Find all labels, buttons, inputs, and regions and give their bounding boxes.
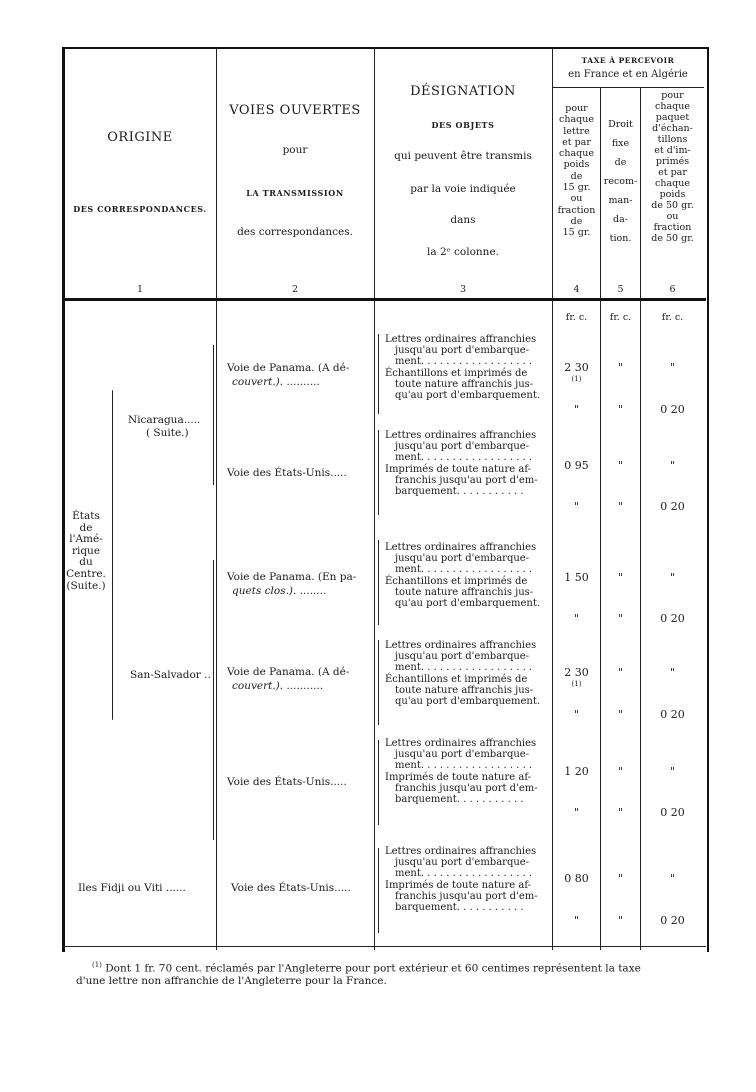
desig-block-6 — [385, 846, 550, 913]
origin-salvador: San-Salvador .. — [130, 669, 211, 681]
col6-line: pour — [661, 90, 684, 101]
origin-etats-line: de — [79, 521, 93, 534]
value-r8-c4: " — [573, 708, 580, 721]
value-r12-c5: " — [617, 914, 624, 927]
value-r6-c4: " — [573, 612, 580, 625]
desig-line: Lettres ordinaires affranchies — [385, 334, 537, 345]
footnote-marker: (1) — [92, 961, 102, 969]
col5-number: 5 — [617, 284, 624, 295]
desig-line: franchis jusqu'au port d'em- — [395, 890, 538, 902]
col6-line: poids — [659, 189, 686, 200]
footnote-text-1: Dont 1 fr. 70 cent. réclamés par l'Angleterre pour port extérieur et 60 centimes représentent la taxe — [105, 962, 641, 975]
value-r5-c5: " — [617, 571, 624, 584]
value-r10-c5: " — [617, 806, 624, 819]
value-r4-c4: " — [573, 500, 580, 513]
origin-etats-line: l'Amé- — [69, 533, 103, 546]
col5-line: man- — [608, 195, 633, 206]
unit-c6: fr. c. — [661, 312, 684, 323]
footnote-line-2: d'une lettre non affranchie de l'Angleterre pour la France. — [76, 975, 387, 987]
desig-line: franchis jusqu'au port d'em- — [395, 782, 538, 794]
desig-block-2 — [385, 430, 550, 497]
col1-number: 1 — [136, 284, 144, 295]
voie-6: Voie des États-Unis..... — [231, 882, 351, 894]
value-r6-c6: 0 20 — [660, 612, 685, 625]
footnote-line-1 — [92, 961, 641, 975]
taxe-line1: TAXE À PERCEVOIR — [581, 56, 675, 65]
desig-block-4 — [385, 640, 550, 707]
col6-line: ou — [666, 211, 679, 222]
col6-line: de 50 gr. — [651, 200, 694, 211]
brace-r1 — [378, 334, 379, 414]
desig-line: Échantillons et imprimés de — [385, 367, 528, 379]
desig-line: toute nature affranchis jus- — [395, 586, 534, 598]
col2-title: VOIES OUVERTES — [229, 103, 361, 118]
desig-line: Imprimés de toute nature af- — [385, 879, 532, 891]
desig-line: jusqu'au port d'embarque- — [395, 651, 530, 663]
col6-line: et par — [658, 167, 687, 178]
col3-title: DÉSIGNATION — [410, 84, 516, 99]
value-r1-c5: " — [617, 361, 624, 374]
desig-line: Échantillons et imprimés de — [385, 575, 528, 587]
col6-line: chaque — [655, 178, 690, 189]
col3-number: 3 — [459, 284, 467, 295]
desig-line: barquement. . . . . . . . . . . — [395, 486, 524, 498]
unit-c4: fr. c. — [565, 312, 588, 323]
value-r7-c4: 2 30 — [564, 666, 589, 679]
col6-header — [641, 90, 704, 244]
value-r12-c6: 0 20 — [660, 914, 685, 927]
col6-line: d'échan- — [652, 123, 693, 134]
voie-2: Voie des États-Unis..... — [227, 467, 347, 479]
value-r8-c6: 0 20 — [660, 708, 685, 721]
desig-line: barquement. . . . . . . . . . . — [395, 794, 524, 806]
value-r11-c6: " — [669, 872, 676, 885]
brace-r6 — [378, 848, 379, 933]
origin-fidji: Iles Fidji ou Viti ...... — [78, 882, 186, 894]
col2-line4: des correspondances. — [237, 226, 353, 238]
col6-line: et d'im- — [654, 145, 691, 156]
col5-line: da- — [613, 214, 628, 225]
col3-line3: qui peuvent être transmis — [394, 150, 532, 162]
desig-line: jusqu'au port d'embarque- — [395, 857, 530, 869]
voie-3b: quets clos.). ........ — [232, 585, 327, 597]
col6-line: tillons — [657, 134, 688, 145]
voie-5: Voie des États-Unis..... — [227, 776, 347, 788]
value-r2-c6: 0 20 — [660, 403, 685, 416]
value-r2-c4: " — [573, 403, 580, 416]
value-r3-c5: " — [617, 459, 624, 472]
taxe-line2: en France et en Algérie — [568, 69, 688, 80]
col4-line: chaque — [559, 148, 594, 160]
desig-line: toute nature affranchis jus- — [395, 684, 534, 696]
note-r7: (1) — [571, 680, 582, 688]
col4-line: et par — [562, 136, 591, 148]
origin-nicaragua: Nicaragua..... — [128, 414, 201, 426]
col4-line: pour — [565, 103, 588, 114]
col3-line2: DES OBJETS — [431, 120, 495, 130]
col1-title: ORIGINE — [107, 130, 173, 145]
col4-line: de — [570, 170, 583, 182]
desig-block-5 — [385, 738, 550, 805]
brace-nicaragua — [213, 345, 214, 485]
desig-line: jusqu'au port d'embarque- — [395, 553, 530, 565]
origin-etats-line: États — [72, 510, 100, 522]
col3-line4: par la voie indiquée — [410, 183, 516, 195]
desig-line: Imprimés de toute nature af- — [385, 463, 532, 475]
value-r2-c5: " — [617, 403, 624, 416]
col1-subtitle: DES CORRESPONDANCES. — [73, 204, 207, 214]
value-r3-c4: 0 95 — [564, 459, 589, 472]
value-r9-c4: 1 20 — [564, 765, 589, 778]
desig-line: Imprimés de toute nature af- — [385, 771, 532, 783]
value-r5-c6: " — [669, 571, 676, 584]
col3-line5: dans — [450, 214, 476, 226]
col6-number: 6 — [669, 284, 676, 295]
col5-line: tion. — [609, 233, 632, 244]
col2-number: 2 — [291, 284, 299, 295]
brace-r5 — [378, 740, 379, 825]
header-rule — [62, 298, 706, 301]
col5-line: recom- — [603, 176, 638, 187]
brace-r4 — [378, 640, 379, 725]
col4-header — [553, 103, 600, 239]
value-r1-c4: 2 30 — [564, 361, 589, 374]
desig-line: ment. . . . . . . . . . . . . . . . . . — [395, 760, 533, 772]
desig-line: qu'au port d'embarquement. — [395, 390, 541, 402]
note-r1: (1) — [571, 375, 582, 383]
col4-line: lettre — [563, 125, 590, 137]
desig-line: Lettres ordinaires affranchies — [385, 640, 537, 651]
col2-line2: pour — [282, 144, 308, 156]
col4-line: ou — [570, 193, 583, 205]
desig-line: toute nature affranchis jus- — [395, 378, 534, 390]
origin-nicaragua-suite: ( Suite.) — [146, 427, 189, 439]
col4-line: chaque — [559, 114, 594, 126]
value-r7-c5: " — [617, 666, 624, 679]
desig-line: ment. . . . . . . . . . . . . . . . . . — [395, 356, 533, 368]
col4-line: 15 gr. — [562, 227, 591, 239]
desig-line: jusqu'au port d'embarque- — [395, 441, 530, 453]
value-r10-c6: 0 20 — [660, 806, 685, 819]
desig-block-3 — [385, 542, 550, 609]
voie-1a: Voie de Panama. (A dé- — [227, 362, 350, 374]
unit-c5: fr. c. — [609, 312, 632, 323]
origin-etats-line: rique — [71, 544, 101, 557]
desig-line: ment. . . . . . . . . . . . . . . . . . — [395, 662, 533, 674]
brace-salvador — [213, 560, 214, 840]
voie-3a: Voie de Panama. (En pa- — [227, 571, 357, 583]
col4-line: de — [570, 215, 583, 227]
desig-line: ment. . . . . . . . . . . . . . . . . . — [395, 868, 533, 880]
brace-r2 — [378, 430, 379, 515]
desig-line: qu'au port d'embarquement. — [395, 598, 541, 610]
col5-line: fixe — [611, 138, 630, 149]
value-r5-c4: 1 50 — [564, 571, 589, 584]
col4-line: 15 gr. — [562, 182, 591, 194]
col5-header — [601, 115, 640, 248]
desig-block-1 — [385, 334, 550, 401]
value-r1-c6: " — [669, 361, 676, 374]
col3-line6: la 2ᵉ colonne. — [427, 246, 499, 258]
desig-line: ment. . . . . . . . . . . . . . . . . . — [395, 564, 533, 576]
origin-etats-line: Centre. — [66, 567, 106, 580]
desig-line: ment. . . . . . . . . . . . . . . . . . — [395, 452, 533, 464]
value-r12-c4: " — [573, 914, 580, 927]
desig-line: jusqu'au port d'embarque- — [395, 345, 530, 357]
col4-line: poids — [563, 159, 590, 171]
col4-number: 4 — [573, 284, 580, 295]
col6-line: fraction — [653, 222, 692, 233]
desig-line: Lettres ordinaires affranchies — [385, 430, 537, 441]
desig-line: barquement. . . . . . . . . . . — [395, 902, 524, 914]
voie-4a: Voie de Panama. (A dé- — [227, 666, 350, 678]
desig-line: qu'au port d'embarquement. — [395, 696, 541, 708]
value-r4-c6: 0 20 — [660, 500, 685, 513]
value-r7-c6: " — [669, 666, 676, 679]
brace-etats — [112, 390, 113, 720]
desig-line: jusqu'au port d'embarque- — [395, 749, 530, 761]
origin-etats-line: du — [79, 556, 93, 569]
col-rule-1 — [216, 47, 217, 950]
value-r11-c4: 0 80 — [564, 872, 589, 885]
col5-line: Droit — [608, 119, 633, 130]
value-r9-c6: " — [669, 765, 676, 778]
value-r11-c5: " — [617, 872, 624, 885]
col4-line: fraction — [557, 204, 596, 216]
value-r9-c5: " — [617, 765, 624, 778]
voie-1b: couvert.). .......... — [232, 376, 320, 388]
value-r10-c4: " — [573, 806, 580, 819]
brace-r3 — [378, 540, 379, 625]
value-r4-c5: " — [617, 500, 624, 513]
value-r6-c5: " — [617, 612, 624, 625]
col6-line: primés — [655, 156, 690, 167]
taxe-rule — [552, 87, 704, 88]
desig-line: Échantillons et imprimés de — [385, 673, 528, 685]
desig-line: franchis jusqu'au port d'em- — [395, 474, 538, 486]
col6-line: de 50 gr. — [651, 233, 694, 244]
desig-line: Lettres ordinaires affranchies — [385, 738, 537, 749]
voie-4b: couvert.). ........... — [232, 680, 324, 692]
value-r8-c5: " — [617, 708, 624, 721]
origin-etats-line: (Suite.) — [66, 579, 106, 592]
col5-line: de — [614, 157, 627, 168]
desig-line: Lettres ordinaires affranchies — [385, 542, 537, 553]
footer-rule — [62, 946, 706, 947]
desig-line: Lettres ordinaires affranchies — [385, 846, 537, 857]
col6-line: chaque — [655, 101, 690, 112]
col6-line: paquet — [655, 112, 690, 123]
origin-etats — [66, 511, 106, 592]
value-r3-c6: " — [669, 459, 676, 472]
col2-line3: LA TRANSMISSION — [246, 188, 344, 198]
